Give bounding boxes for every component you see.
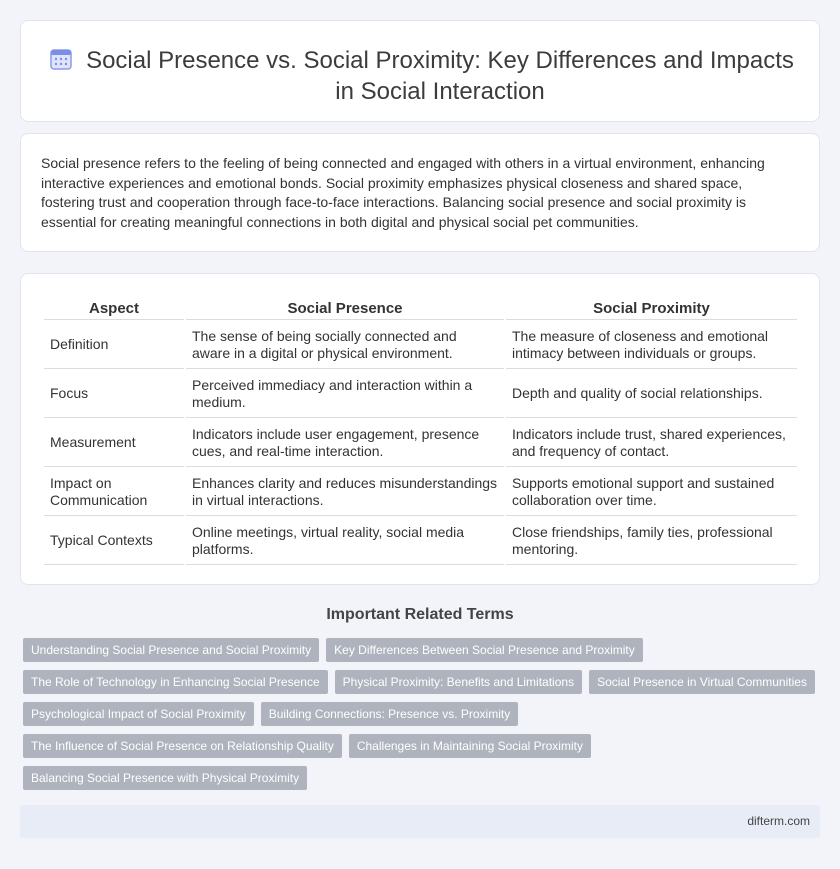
table-row (44, 518, 797, 565)
header-social-presence: Social Presence (186, 298, 504, 320)
presence-cell: Perceived immediacy and interaction within a medium. (186, 371, 504, 418)
page-title: Social Presence vs. Social Proximity: Key Differences and Impacts in Social Interaction (86, 47, 794, 105)
related-term-tag[interactable]: Balancing Social Presence with Physical Proximity (23, 766, 307, 790)
aspect-cell: Definition (44, 322, 184, 369)
presence-cell: The sense of being socially connected and aware in a digital or physical environment. (186, 322, 504, 369)
table-card (20, 273, 820, 585)
proximity-cell: Indicators include trust, shared experiences, and frequency of contact. (506, 420, 797, 467)
presence-cell: Indicators include user engagement, presence cues, and real-time interaction. (186, 420, 504, 467)
related-terms-heading: Important Related Terms (326, 606, 514, 623)
footer-site-name[interactable]: difterm.com (747, 814, 810, 828)
related-term-tag[interactable]: Physical Proximity: Benefits and Limitations (335, 670, 582, 694)
related-term-tag[interactable]: The Influence of Social Presence on Relationship Quality (23, 734, 342, 758)
proximity-cell: Close friendships, family ties, professional mentoring. (506, 518, 797, 565)
table-header-row (44, 298, 797, 320)
related-term-tag[interactable]: Psychological Impact of Social Proximity (23, 702, 254, 726)
related-term-tag[interactable]: The Role of Technology in Enhancing Social Presence (23, 670, 328, 694)
proximity-cell: Supports emotional support and sustained collaboration over time. (506, 469, 797, 516)
aspect-cell: Focus (44, 371, 184, 418)
proximity-cell: Depth and quality of social relationships. (506, 371, 797, 418)
presence-cell: Enhances clarity and reduces misunderstandings in virtual interactions. (186, 469, 504, 516)
aspect-cell: Impact on Communication (44, 469, 184, 516)
related-term-tag[interactable]: Social Presence in Virtual Communities (589, 670, 815, 694)
header-aspect: Aspect (44, 298, 184, 320)
related-term-tag[interactable]: Challenges in Maintaining Social Proximity (349, 734, 591, 758)
related-term-tag[interactable]: Building Connections: Presence vs. Proximity (261, 702, 518, 726)
table-row (44, 322, 797, 369)
intro-paragraph: Social presence refers to the feeling of being connected and engaged with others in a virtual environment, enhancing interactive experiences and emotional bonds. Social proximity emphasizes physical closeness and shared space, fostering trust and cooperation through face-to-face interactions. Balancing social presence and social proximity is essential for creating meaningful connections in both digital and physical social pet communities. (41, 155, 765, 230)
calendar-icon (49, 47, 73, 71)
proximity-cell: The measure of closeness and emotional intimacy between individuals or groups. (506, 322, 797, 369)
related-term-tag[interactable]: Understanding Social Presence and Social Proximity (23, 638, 319, 662)
table-row (44, 420, 797, 467)
header-social-proximity: Social Proximity (506, 298, 797, 320)
aspect-cell: Measurement (44, 420, 184, 467)
related-term-tag[interactable]: Key Differences Between Social Presence and Proximity (326, 638, 643, 662)
comparison-table (42, 296, 799, 567)
table-row (44, 469, 797, 516)
related-terms-list (20, 638, 820, 798)
table-row (44, 371, 797, 418)
aspect-cell: Typical Contexts (44, 518, 184, 565)
presence-cell: Online meetings, virtual reality, social media platforms. (186, 518, 504, 565)
intro-card (20, 133, 820, 252)
header-card (20, 20, 820, 122)
footer (20, 805, 820, 838)
